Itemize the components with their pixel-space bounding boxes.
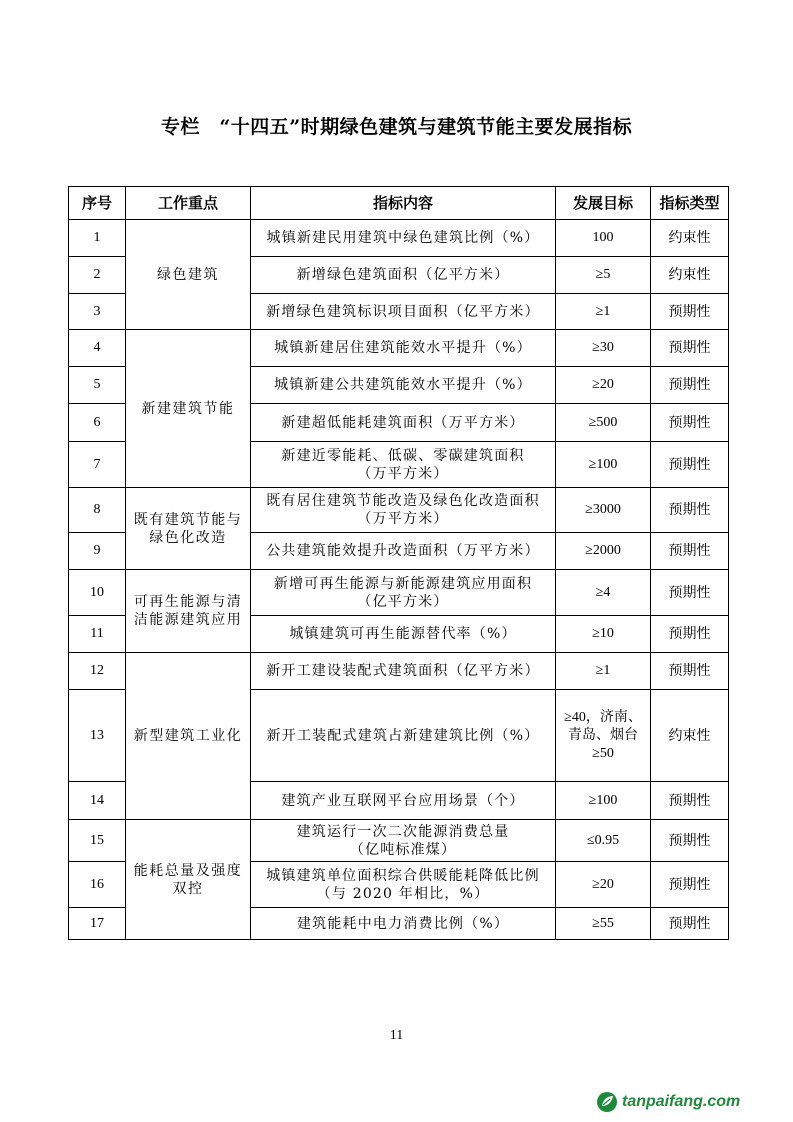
indicator-content-cell	[251, 616, 556, 653]
development-target-cell	[556, 782, 651, 820]
header-type: 指标类型	[651, 187, 729, 220]
indicator-type-cell: 预期性	[651, 820, 729, 862]
header-target: 发展目标	[556, 187, 651, 220]
development-target-cell	[556, 653, 651, 690]
row-number: 11	[69, 616, 126, 653]
indicator-type-cell: 预期性	[651, 294, 729, 330]
development-target-line: ≥100	[588, 456, 618, 472]
table-row	[69, 488, 729, 533]
indicator-content-cell	[251, 653, 556, 690]
work-focus-line: 既有建筑节能与	[133, 511, 243, 528]
indicator-type-cell: 预期性	[651, 404, 729, 442]
development-target-line: ≥4	[595, 584, 611, 600]
table-row	[69, 570, 729, 616]
indicator-type-cell: 预期性	[651, 862, 729, 908]
indicator-content-cell	[251, 404, 556, 442]
indicator-content-cell	[251, 570, 556, 616]
header-focus: 工作重点	[126, 187, 251, 220]
development-target-cell	[556, 570, 651, 616]
watermark	[596, 1090, 740, 1114]
indicator-content-line: 新建超低能耗建筑面积（万平方米）	[281, 414, 525, 431]
row-number: 8	[69, 488, 126, 533]
development-target-cell	[556, 820, 651, 862]
indicator-type-cell: 预期性	[651, 488, 729, 533]
indicator-content-cell	[251, 220, 556, 257]
work-focus-cell	[126, 820, 251, 940]
row-number: 16	[69, 862, 126, 908]
indicator-content-cell	[251, 782, 556, 820]
row-number: 17	[69, 908, 126, 940]
work-focus-line: 双控	[172, 880, 204, 897]
development-target-cell	[556, 404, 651, 442]
development-target-cell	[556, 862, 651, 908]
row-number: 15	[69, 820, 126, 862]
development-target-cell	[556, 616, 651, 653]
indicator-content-cell	[251, 908, 556, 940]
indicator-type-cell: 预期性	[651, 616, 729, 653]
development-target-line: ≥20	[592, 876, 614, 892]
indicator-type-cell: 约束性	[651, 220, 729, 257]
development-target-cell	[556, 294, 651, 330]
indicator-type-cell: 预期性	[651, 782, 729, 820]
indicator-content-cell	[251, 294, 556, 330]
development-target-line: 青岛、烟台	[568, 727, 638, 743]
leaf-logo-icon	[596, 1091, 618, 1113]
indicator-content-line: 建筑运行一次二次能源消费总量	[296, 823, 510, 840]
indicator-content-line: （亿平方米）	[357, 593, 449, 610]
development-target-cell	[556, 908, 651, 940]
development-target-line: ≥1	[595, 303, 611, 319]
work-focus-line: 绿色建筑	[157, 266, 219, 283]
indicator-content-line: 建筑产业互联网平台应用场景（个）	[281, 792, 525, 809]
indicator-type-cell: 预期性	[651, 367, 729, 404]
indicator-content-cell	[251, 330, 556, 367]
table-header-row	[69, 187, 729, 220]
development-target-line: ≥5	[595, 267, 611, 282]
table-row	[69, 653, 729, 690]
development-target-line: ≥40，济南、	[564, 709, 642, 725]
work-focus-cell	[126, 653, 251, 820]
indicator-content-line: 城镇建筑可再生能源替代率（%）	[289, 626, 517, 642]
indicator-content-line: 城镇新建居住建筑能效水平提升（%）	[274, 340, 532, 356]
page-number: 11	[389, 1028, 404, 1043]
row-number: 1	[69, 220, 126, 257]
indicator-type-cell: 预期性	[651, 570, 729, 616]
work-focus-line: 绿色化改造	[149, 529, 227, 546]
header-no: 序号	[69, 187, 126, 220]
table-body	[69, 220, 729, 940]
indicator-content-line: 建筑能耗中电力消费比例（%）	[296, 915, 510, 932]
development-target-line: ≥55	[592, 915, 614, 931]
indicator-type-cell: 约束性	[651, 690, 729, 782]
development-target-line: ≥500	[588, 414, 618, 430]
indicator-content-line: （万平方米）	[357, 511, 449, 527]
indicator-type-cell: 预期性	[651, 908, 729, 940]
row-number: 5	[69, 367, 126, 404]
row-number: 6	[69, 404, 126, 442]
development-target-line: ≥50	[592, 745, 614, 761]
development-target-line: ≥30	[592, 340, 614, 355]
work-focus-line: 新建建筑节能	[141, 400, 235, 417]
indicator-content-cell	[251, 533, 556, 570]
development-target-line: ≤0.95	[586, 832, 620, 848]
work-focus-cell	[126, 330, 251, 488]
development-target-line: ≥100	[588, 792, 618, 808]
indicator-content-line: （万平方米）	[357, 465, 449, 482]
work-focus-cell	[126, 220, 251, 330]
development-target-cell	[556, 330, 651, 367]
indicator-type-cell: 预期性	[651, 330, 729, 367]
indicator-content-line: 新建近零能耗、低碳、零碳建筑面积	[281, 447, 525, 464]
indicator-content-line: 城镇新建公共建筑能效水平提升（%）	[274, 377, 532, 393]
indicator-content-line: 新开工装配式建筑占新建建筑比例（%）	[266, 727, 540, 744]
indicator-content-cell	[251, 488, 556, 533]
indicator-content-cell	[251, 257, 556, 294]
row-number: 13	[69, 690, 126, 782]
indicator-table	[68, 186, 729, 940]
work-focus-line: 洁能源建筑应用	[133, 612, 243, 628]
table-row	[69, 820, 729, 862]
row-number: 3	[69, 294, 126, 330]
indicator-content-line: 新增绿色建筑面积（亿平方米）	[296, 267, 510, 283]
row-number: 4	[69, 330, 126, 367]
row-number: 12	[69, 653, 126, 690]
indicator-type-cell: 约束性	[651, 257, 729, 294]
indicator-type-cell: 预期性	[651, 442, 729, 488]
row-number: 9	[69, 533, 126, 570]
indicator-content-cell	[251, 690, 556, 782]
indicator-content-line: 城镇建筑单位面积综合供暖能耗降低比例	[266, 867, 540, 884]
table-row	[69, 220, 729, 257]
indicator-content-line: （与 2020 年相比，%）	[316, 885, 490, 902]
indicator-content-line: 新增绿色建筑标识项目面积（亿平方米）	[266, 303, 540, 320]
development-target-cell	[556, 442, 651, 488]
page-title: 专栏 “十四五”时期绿色建筑与建筑节能主要发展指标	[160, 116, 633, 138]
development-target-cell	[556, 220, 651, 257]
indicator-type-cell: 预期性	[651, 533, 729, 570]
development-target-line: 100	[592, 230, 614, 245]
indicator-content-line: 新增可再生能源与新能源建筑应用面积	[273, 575, 533, 592]
table-row	[69, 330, 729, 367]
row-number: 14	[69, 782, 126, 820]
indicator-content-line: 既有居住建筑节能改造及绿色化改造面积	[266, 493, 540, 509]
indicator-content-cell	[251, 442, 556, 488]
development-target-line: ≥1	[595, 663, 611, 678]
development-target-cell	[556, 257, 651, 294]
indicator-content-line: （亿吨标准煤）	[349, 841, 457, 858]
work-focus-line: 可再生能源与清	[133, 594, 243, 610]
work-focus-cell	[126, 570, 251, 653]
work-focus-line: 能耗总量及强度	[133, 862, 243, 879]
watermark-text: tanpaifang.com	[622, 1093, 741, 1110]
work-focus-cell	[126, 488, 251, 570]
row-number: 2	[69, 257, 126, 294]
indicator-content-line: 城镇新建民用建筑中绿色建筑比例（%）	[266, 230, 540, 246]
development-target-cell	[556, 488, 651, 533]
development-target-line: ≥2000	[585, 543, 621, 558]
indicator-content-cell	[251, 367, 556, 404]
indicator-content-line: 公共建筑能效提升改造面积（万平方米）	[266, 543, 540, 559]
development-target-line: ≥10	[592, 626, 614, 641]
indicator-content-line: 新开工建设装配式建筑面积（亿平方米）	[266, 663, 540, 679]
indicator-content-cell	[251, 820, 556, 862]
header-content: 指标内容	[251, 187, 556, 220]
row-number: 10	[69, 570, 126, 616]
development-target-line: ≥3000	[585, 502, 621, 517]
development-target-line: ≥20	[592, 377, 614, 392]
work-focus-line: 新型建筑工业化	[133, 728, 243, 744]
development-target-cell	[556, 367, 651, 404]
indicator-content-cell	[251, 862, 556, 908]
development-target-cell	[556, 690, 651, 782]
development-target-cell	[556, 533, 651, 570]
indicator-type-cell: 预期性	[651, 653, 729, 690]
row-number: 7	[69, 442, 126, 488]
